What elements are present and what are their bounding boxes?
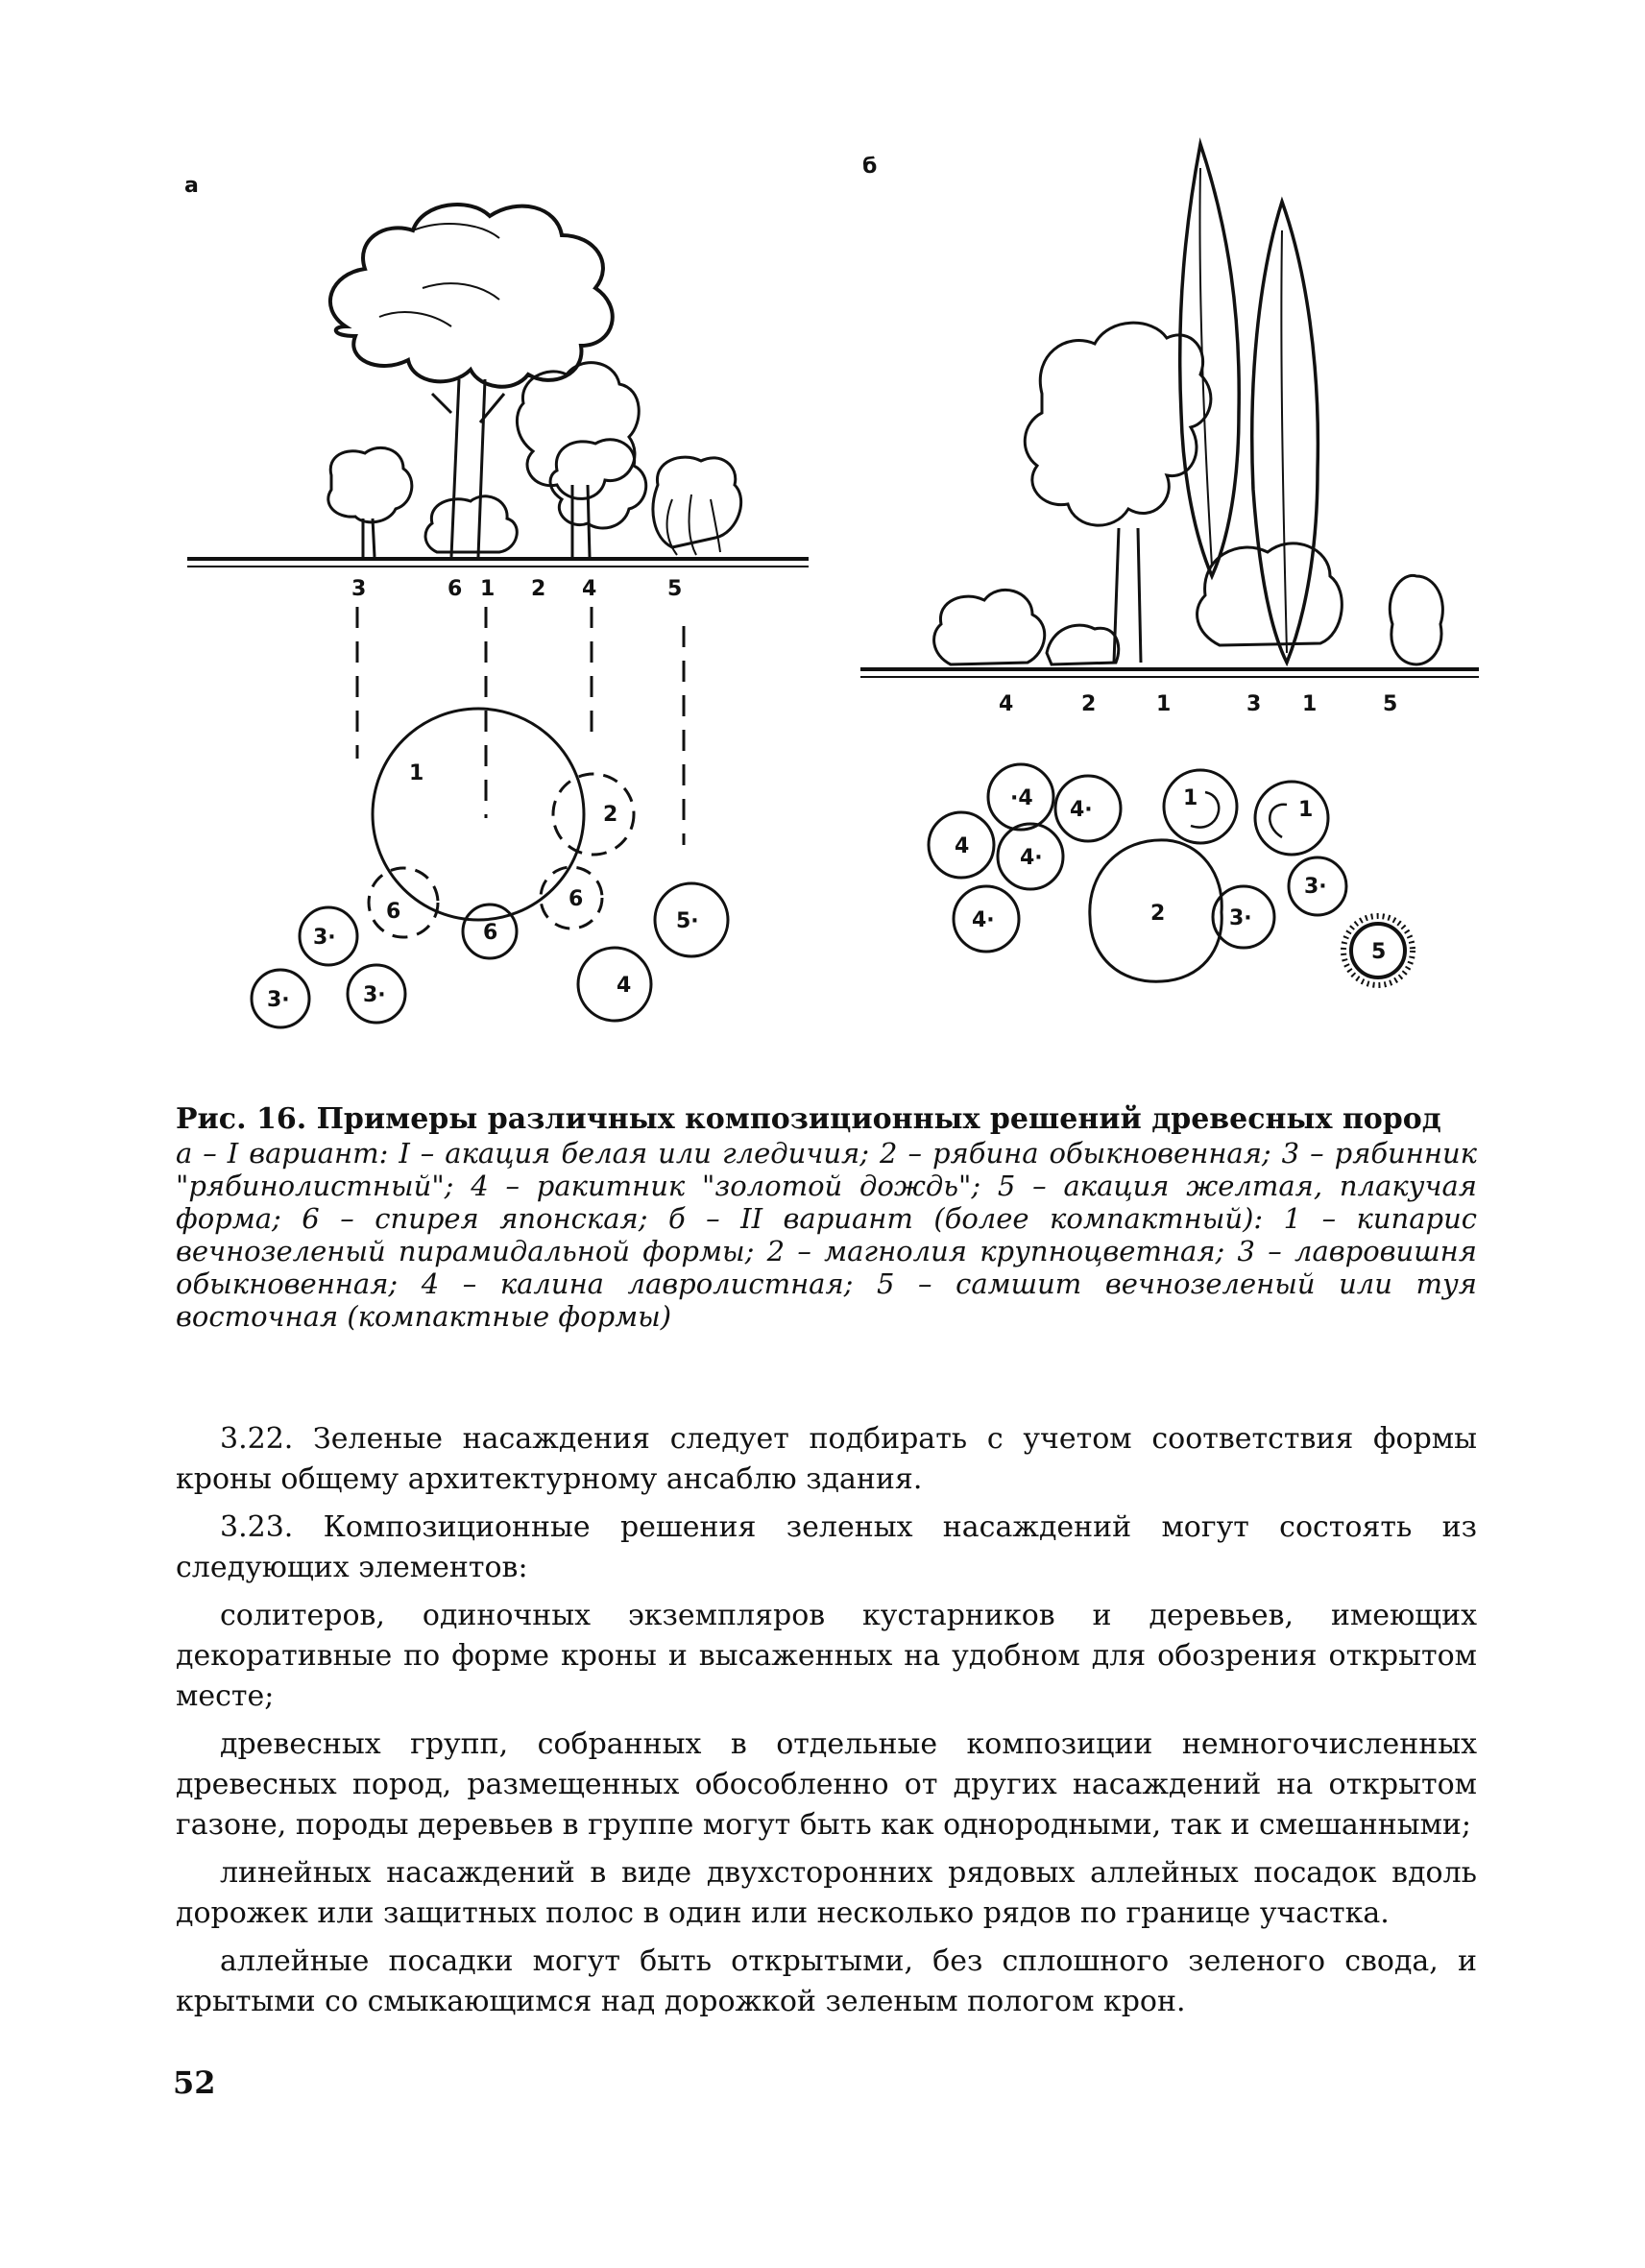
plan-a-circle-4 [578,948,651,1021]
figure-caption-body: а – I вариант: I – акация белая или гледичия; 2 – рябина обыкновенная; 3 – рябинник "рябинолистный"; 4 – ракитник "золотой дождь"; 5 – акация желтая, плакучая форма; 6 – спирея японская; б – II вариант (более компактный): 1 – кипарис вечнозеленый пирамидальной формы; 2 – магнолия крупноцветная; 3 – лавровишня обыкновенная; 4 – калина лавролистная; 5 – самшит вечнозеленый или туя восточная (компактные формы) [176,1137,1477,1333]
elev-b-label-2: 2 [1081,692,1097,716]
figure-caption-title: Рис. 16. Примеры различных композиционных решений древесных пород [176,1102,1441,1136]
page-number: 52 [173,2064,216,2101]
shrub-5-crown [653,457,741,547]
paragraph: линейных насаждений в виде двухсторонних рядовых аллейных посадок вдоль дорожек или защитных полос в один или несколько рядов по границе участка. [176,1856,1477,1930]
plan-a-circle-2 [553,774,634,855]
plan-b-circle-1a [1164,770,1237,843]
elev-b-label-4: 4 [999,692,1014,716]
elev-a-label-5: 5 [667,577,683,601]
paragraph: 3.22. Зеленые насаждения следует подбирать с учетом соответствия формы кроны общему архитектурному ансаблю здания. [176,1422,1477,1496]
figure-16 [0,0,1645,1095]
plan-b-label-4b: 4· [1070,798,1093,822]
plan-a-label-5: 5· [676,909,699,933]
plan-b-label-2: 2 [1150,902,1166,926]
acacia-crown [330,205,613,387]
plan-a-label-6c: 6 [568,887,584,911]
paragraph: древесных групп, собранных в отдельные композиции немногочисленных древесных пород, размещенных обособленно от других насаждений на открытом газоне, породы деревьев в группе могут быть как однородными, так и смешанными; [176,1727,1477,1842]
paragraph: 3.23. Композиционные решения зеленых насаждений могут состоять из следующих элементов: [176,1510,1477,1584]
plan-b-circle-1b [1255,782,1328,855]
shrub-4-crown [550,440,646,528]
elev-a-label-6: 6 [448,577,463,601]
spirea-crown [425,496,517,552]
paragraph: солитеров, одиночных экземпляров кустарников и деревьев, имеющих декоративные по форме кроны и высаженных на удобном для обозрения открытом месте; [176,1599,1477,1713]
elev-b-label-3: 3 [1246,692,1262,716]
plan-b-label-1b: 1 [1298,798,1314,822]
body-text [176,1419,1477,2030]
elev-a-label-4: 4 [582,577,597,601]
panel-a-projection-lines [357,607,684,845]
shrub-3-crown [328,447,412,521]
elev-a-label-3: 3 [351,577,367,601]
elev-b-label-1b: 1 [1302,692,1318,716]
rowan-trunk [572,485,590,557]
plan-a-label-1: 1 [409,761,424,785]
acacia-trunk [432,379,504,557]
panel-b-letter: б [862,155,878,179]
viburnum-crown [934,590,1045,664]
elev-b-label-1a: 1 [1156,692,1172,716]
acacia-crown-inner [379,224,499,326]
plan-a-label-4: 4 [617,974,632,998]
elev-a-label-1: 1 [480,577,496,601]
paragraph: аллейные посадки могут быть открытыми, без сплошного зеленого свода, и крытыми со смыкающимся над дорожкой зеленым пологом крон. [176,1944,1477,2018]
plan-b-label-5: 5 [1371,940,1387,964]
panel-a-elevation [187,205,809,567]
plan-a-label-6a: 6 [386,900,401,924]
plan-b-label-4e: 4· [972,908,995,932]
plan-b-label-1a: 1 [1183,786,1198,810]
boxwood-crown [1390,575,1442,664]
panel-b-plan-labels [955,786,1386,964]
plan-b-label-3b: 3· [1229,906,1252,930]
plan-a-label-3c: 3· [363,983,386,1007]
plan-b-label-4c: 4 [955,834,970,858]
panel-b-plan [929,764,1413,985]
plan-b-label-4a: ·4 [1010,786,1033,810]
panel-b-elevation [860,144,1479,677]
plan-a-label-6b: 6 [483,921,498,945]
elev-b-label-5: 5 [1383,692,1398,716]
plan-b-label-4d: 4· [1020,846,1043,870]
plan-a-label-3a: 3· [313,926,336,950]
panel-b-elevation-labels [999,692,1397,716]
panel-a-elevation-labels [351,577,682,601]
panel-a-plan-labels [267,761,699,1012]
elev-a-label-2: 2 [531,577,546,601]
plan-a-circle-6a [369,868,438,937]
laurel-crown [1197,543,1343,645]
plan-a-label-2: 2 [603,803,618,827]
plan-a-label-3b: 3· [267,988,290,1012]
panel-a-plan [252,709,728,1027]
plan-b-label-3a: 3· [1304,875,1327,899]
panel-a-letter: а [184,174,199,198]
rowan-crown [517,363,639,499]
shrub-2-small [1047,625,1119,664]
